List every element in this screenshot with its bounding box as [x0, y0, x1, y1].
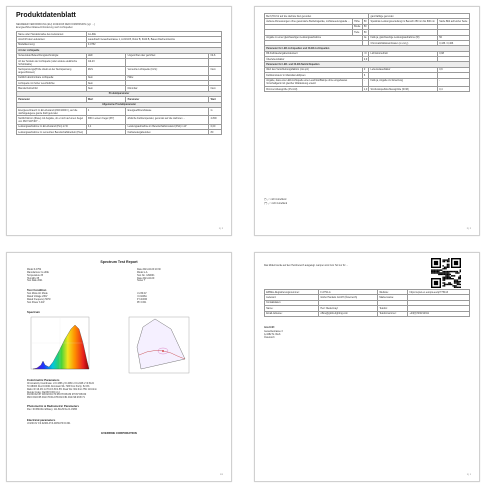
power-cell: Falls ja, gleichwertige Leistungsaufnahme (W)	[369, 35, 438, 40]
led-param-cell: 0,98	[438, 51, 470, 56]
report-field: Date 2021-02-09 10:30	[137, 269, 161, 271]
dimension-cell: Tiefe	[352, 30, 362, 35]
address-block	[264, 331, 283, 340]
general-param-cell: G	[209, 107, 222, 115]
page-number: 1 | 2	[218, 228, 223, 231]
report-fields	[27, 269, 217, 289]
led-netz-param-cell: 0,4	[438, 86, 470, 91]
eprel-cell: EPREL-Registrierungsnummer:	[265, 290, 319, 295]
light-source-cell: Dimmbar:	[126, 86, 209, 91]
subtitle-regulation: NEUMEIER VERORDNUNG (EU) 2019/2015 DER KOMMISSION (vgl. …)	[16, 22, 96, 26]
address-line: Gewerbestrasse 3	[264, 331, 283, 333]
eprel-cell: +43(0)7230/12311	[408, 311, 470, 316]
general-param-cell: Leistungsaufnahme im Ein-Zustand (Pon) in W	[17, 124, 87, 129]
test-condition-item: Test Mode AC Mode	[27, 293, 48, 295]
footnote: (**) „-“: nicht zutreffend	[264, 203, 288, 205]
led-param-cell: Lichtstromerhalt	[369, 51, 438, 56]
eprel-cell: Herr Niedermayr	[319, 306, 378, 311]
light-source-row	[17, 58, 222, 66]
address-line: A-4282 St. Rieß	[264, 333, 281, 336]
section-light-source: Art der Lichtquelle	[17, 48, 222, 53]
report-field: Temperature 25	[27, 274, 44, 277]
light-source-cell: Nein	[86, 86, 126, 91]
eprel-cell: Lieferant:	[265, 295, 319, 300]
eprel-cell: Kontaktdaten:	[265, 300, 319, 305]
light-source-cell: Blendschutzschild:	[17, 86, 87, 91]
supplier-value: G-LINE	[86, 32, 221, 37]
param-header: Wert	[209, 97, 222, 102]
test-condition-title: Test Condition	[27, 288, 47, 292]
eprel-table	[264, 289, 470, 317]
light-source-cell: Nein	[86, 75, 126, 80]
led-netz-param-row	[265, 86, 470, 91]
light-source-cell: Vernetzte Lichtquelle (CLS):	[126, 67, 209, 75]
condition-value: U 230.0V	[137, 293, 147, 295]
general-param-cell: 3,4	[86, 124, 126, 129]
condition-value: I 0.0246A	[137, 295, 147, 298]
led-netz-param-row	[265, 78, 470, 86]
colorimetric-title: Colorimetric Parameters	[27, 378, 60, 382]
eprel-cell: Telefon:	[378, 306, 408, 311]
power-cell: Ja	[362, 35, 369, 40]
light-source-cell: Art der Sockels der Lichtquelle (oder andere elektrische Schnittstelle)	[17, 58, 87, 66]
top-left-note: Bei 6,5% für auf die nächste Dez gerundet	[265, 14, 369, 19]
page-number: 1/1	[219, 474, 223, 477]
datasheet-page-2	[254, 6, 480, 236]
colorimetric-line: R9=0 R10=65 R11=76 R12=55 R13=81 R14=96 R15=71	[27, 397, 85, 400]
power-cell: Angabe zu einer gleichwertigen Leistungsaufnahme	[265, 35, 363, 40]
general-param-cell: Nutzlichtstrom (Φuse) mit Angabe, ob er sich auf einen Kegel von 360°/120°/90° ...	[17, 116, 87, 124]
light-source-cell: MLS	[86, 67, 126, 75]
top-right-note: ganzzahlige gerundet	[369, 14, 470, 19]
eprel-cell: Email-Adresse:	[265, 311, 319, 316]
led-netz-param-cell: Angabe, dass eine LED-Lichtquelle eine Leuchtstofflampe ohne eingebautes Vorschaltgerät mit gleicher Wattleistung ersetzt	[265, 78, 363, 86]
light-source-cell: G9-23	[86, 58, 126, 66]
spectrum-title: Spectrum	[27, 310, 40, 314]
subtitle-energy: Energieeffizienzklasse/Anforderung nach Lichtquellen	[16, 25, 73, 29]
light-source-cell: LED	[86, 53, 126, 58]
light-source-cell: Lichtquelle mit hoher Leuchtdichte:	[17, 81, 87, 86]
led-param-cell: <0	[362, 51, 369, 56]
general-param-cell: ähnliche Farbtemperatur, gerundet auf die nächsten ...	[126, 116, 209, 124]
led-netz-param-cell: Falls ja, Angabe zur Ersetzung	[369, 78, 438, 86]
dimension-cell: 50	[362, 19, 369, 24]
eprel-cell: Telefonnummer:	[378, 311, 408, 316]
page-number: 2 | 2	[466, 228, 471, 231]
header-note: Das Modell wurde auf den Heimbereich ausgelegt. Lampen sind zum Teil nur für ...	[264, 265, 349, 267]
led-param-cell: Überlebensfaktor	[265, 57, 363, 62]
general-param-cell: Leistungsaufnahme im Bereitschaftszustand (Psb) in W	[126, 124, 209, 129]
general-param-cell: Energieverbrauch im Ein-Zustand (kWh/1000 h), auf die nächstgelegene ganze Zahl gerundet	[17, 107, 87, 115]
light-source-cell: NLS	[209, 53, 222, 58]
model-label: Modellkennung:	[17, 42, 87, 47]
report-field: Test Date 2021	[27, 280, 43, 283]
param-header: Parameter	[126, 97, 209, 102]
led-param-cell: R9-Farbwiedergabeindexwert	[265, 51, 363, 56]
dimension-cell: 50	[362, 30, 369, 35]
report-footer: EVERFINE CORPORATION	[101, 431, 137, 435]
general-param-cell: 0,00	[209, 124, 222, 129]
led-netz-param-cell: 1,0	[363, 87, 368, 91]
eprel-cell: F-0752-G	[319, 290, 378, 295]
page-title: Produktdatenblatt	[16, 12, 76, 19]
param-header: Parameter	[17, 97, 87, 102]
address-label: Anschrift des Lieferanten:	[17, 37, 87, 42]
general-param-cell: 80	[209, 130, 222, 135]
colorimetric-line: R1=80 R2=87 R3=92 R4=79 R5=78 R6=80 R7=87 R8=60	[27, 394, 87, 397]
power-cell: 0,436 / 0,406	[438, 40, 470, 45]
test-condition-block	[27, 293, 217, 307]
light-source-cell: Hülle:	[126, 75, 209, 80]
qr-code	[431, 258, 461, 288]
dimension-cell: Höhe	[352, 19, 362, 24]
supplier-label: Name oder Handelsmarke des Lieferanten:	[17, 32, 87, 37]
eprel-cell: Name:	[265, 306, 319, 311]
general-param-cell: Farbwiedergabeindex	[126, 130, 209, 135]
page-number: 1 | 1	[466, 474, 471, 477]
led-netz-param-cell: Flimmer-Messgröße (Pst LM)	[265, 86, 363, 91]
report-field: Date 2021-02-09	[137, 277, 155, 280]
general-param-row	[17, 116, 222, 124]
led-netz-param-cell: Lebensdauerfaktor	[369, 67, 438, 72]
section-product-params: Produktparameter	[17, 91, 222, 96]
general-param-cell: 4	[86, 107, 126, 115]
dimension-cell: 50	[362, 24, 369, 29]
photometric-title: Photometric & Radiometric Parameters	[27, 404, 80, 408]
light-source-cell	[209, 58, 222, 66]
led-netz-param-cell: Farbkonsistenz in MacAdam-Ellipsen	[265, 73, 363, 78]
eprel-cell: Markenname:	[378, 295, 408, 300]
general-param-row	[17, 107, 222, 115]
param-header: Wert	[86, 97, 126, 102]
light-source-cell	[126, 58, 209, 66]
eprel-cell: Website:	[378, 290, 408, 295]
light-source-cell: Nein	[209, 67, 222, 75]
colorimetric-line: Chromaticity Coordinate: x=0.4366 y=0.4060 u'=0.2448 v'=0.5122	[27, 383, 94, 385]
dimension-cell: Breite	[354, 25, 361, 29]
report-field: Humidity 65	[27, 277, 40, 280]
report-title: Spectrum Test Report	[100, 260, 138, 264]
led-netz-param-cell: 0,9	[438, 67, 470, 72]
colorimetric-block	[27, 383, 217, 400]
cie-diagram	[127, 315, 191, 375]
light-source-cell: Farblich abstimmbare Lichtquelle:	[17, 75, 87, 80]
light-source-cell: Netzspannungs(Prüfe direkt an der Netzspannung angeschlossen)	[17, 67, 87, 75]
led-netz-param-cell: 0	[362, 67, 369, 72]
general-param-cell: 380 in einem Kegel (36°)	[86, 116, 126, 124]
led-netz-param-cell: -	[438, 78, 470, 86]
led-netz-param-cell: Wert des Verschiebungsfaktors (cos φ1)	[265, 67, 363, 72]
report-field: Model F-0752	[27, 269, 42, 271]
eprel-cell: Globo Handels GmbH (Österreich)	[319, 295, 378, 300]
datasheet-page-1	[6, 6, 232, 236]
light-source-cell: Verwendete Beleuchtungstechnologie:	[17, 53, 87, 58]
general-param-cell: 2.800	[209, 116, 222, 124]
section-general: Allgemeine Produktparameter	[17, 102, 222, 107]
section-led: Parameter für LED-Lichtquellen und OLED-Lichtquellen	[265, 46, 470, 51]
electrical-line: U=230.0V I=0.0246A P=3.400W PF=0.601	[27, 423, 71, 425]
light-source-cell: Nein	[209, 86, 222, 91]
report-field: Test No. GS0001	[137, 274, 155, 277]
led-netz-param-cell: 6	[362, 73, 369, 78]
address-title: Anschrift:	[264, 327, 275, 329]
general-param-row	[17, 130, 222, 135]
colorimetric-line: Render Index: Ra=80.5 R9=-0.4	[27, 391, 60, 394]
photometric-block	[27, 409, 217, 412]
electrical-title: Electrical parameters	[27, 418, 56, 422]
eprel-page	[254, 252, 480, 482]
led-netz-param-cell: -	[362, 78, 369, 86]
general-param-cell: Leistungsaufnahme im vernetzten Bereitschaftsbetrieb (Pnet)	[17, 130, 87, 135]
eprel-cell: https://eprel.ec.europa.eu/qr/775413	[408, 290, 470, 295]
spectrum-chart	[27, 315, 91, 375]
led-netz-param-cell: Stroboskopeffekt-Messgröße (SVM)	[369, 86, 438, 91]
colorimetric-line: Ratio: R=16.4% G=79.1% B=4.5% Peak WL: 602.0nm HW: 119.0nm	[27, 388, 97, 391]
spectrum-report-page	[6, 252, 232, 482]
test-condition-item: Rated Frequency 50Hz	[27, 298, 51, 301]
section-led-netz: Parameter für LED- und OLED-Netzlichtquellen	[265, 62, 470, 67]
power-cell: 50	[438, 35, 470, 40]
footnote: (*) „-“: nicht zutreffend	[264, 199, 287, 201]
dimension-cell: Äußere Abmessungen ohne gesonderte Betriebsgeräte, Lichtsteuerungsteile ...	[265, 19, 353, 24]
light-source-cell: Ungerichtet oder gerichtet:	[126, 53, 209, 58]
colorimetric-line: Tc=2800K Duv=0.0001 Dominant WL: 583.5nm Purity: 52.0%	[27, 385, 90, 388]
address-line: Österreich	[264, 336, 275, 339]
light-source-cell: Nein	[86, 81, 126, 86]
dimension-cell: Spektrale Leistungsverteilung im Bereich 250 nm bis 800 nm	[369, 19, 438, 24]
report-field: Model L-A	[137, 271, 148, 274]
condition-value: PF 0.601	[137, 301, 147, 304]
report-field: Tester T	[137, 280, 146, 283]
spec-table-1	[16, 31, 222, 135]
model-value: F-0752	[86, 42, 221, 47]
chromaticity-point	[162, 350, 164, 352]
condition-value: P 3.400W	[137, 298, 148, 301]
dimension-cell: Siehe Bild auf letzter Seite	[438, 19, 470, 24]
general-param-cell	[86, 130, 126, 135]
spec-table-2	[264, 13, 470, 92]
address-value: Lauterbach Gewerbestrasse 1, A-6134 B, Rotor B, 6444 B, Bauen Dachen/Austria	[86, 37, 221, 42]
test-condition-item: Test Power 3.4W	[27, 301, 45, 304]
eprel-cell: office@globo-lighting.com	[319, 311, 378, 316]
test-condition-item: Rated Voltage 230V	[27, 295, 48, 298]
power-cell: Chromatizitätskoordinaten (x und y)	[369, 40, 438, 45]
photometric-line: Flux: Φ=380.0lm Efficacy: 111.8lm/W Fe=1.158W	[27, 409, 78, 411]
led-param-cell: 0,9	[363, 57, 368, 61]
electrical-block	[27, 423, 217, 426]
eprel-row	[265, 311, 470, 316]
general-param-cell: Energieeffizienzklasse	[126, 107, 209, 115]
report-field: Manufacturer G-LINE	[27, 271, 49, 274]
light-source-row	[17, 67, 222, 75]
